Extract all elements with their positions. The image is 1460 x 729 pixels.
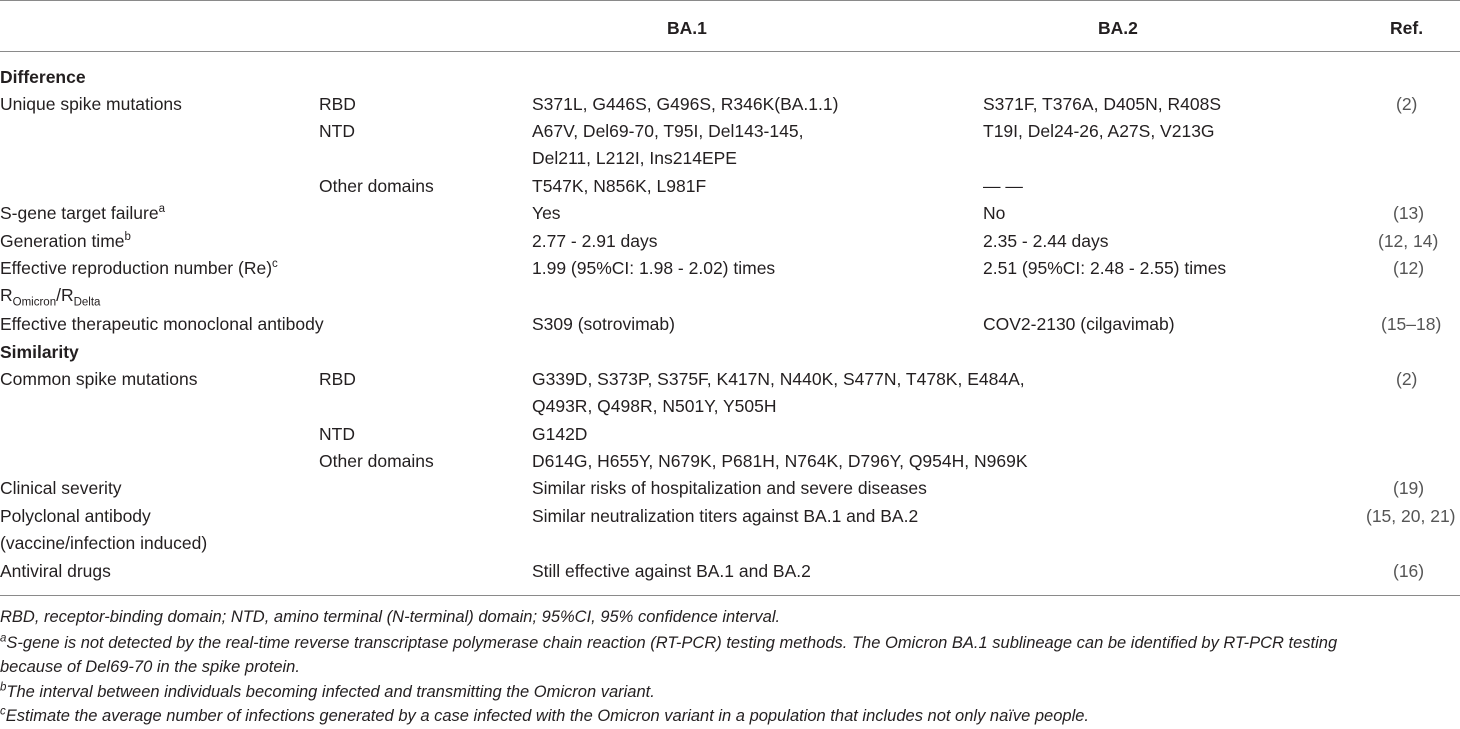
- unique-rbd-ba1: S371L, G446S, G496S, R346K(BA.1.1): [532, 94, 839, 114]
- severity-label: Clinical severity: [0, 478, 122, 498]
- polyclonal-label-line2: (vaccine/infection induced): [0, 533, 208, 553]
- unique-other-domain: Other domains: [319, 176, 434, 196]
- sgtf-ba2: No: [983, 203, 1006, 223]
- header-ba1: BA.1: [667, 18, 707, 38]
- common-rbd-line2: Q493R, Q498R, N501Y, Y505H: [532, 396, 777, 416]
- antiviral-value: Still effective against BA.1 and BA.2: [532, 561, 811, 581]
- gen-time-ref: (12, 14): [1378, 231, 1439, 251]
- re-ba2: 2.51 (95%CI: 2.48 - 2.55) times: [983, 258, 1227, 278]
- unique-spike-label: Unique spike mutations: [0, 94, 182, 114]
- header-ba2: BA.2: [1098, 18, 1138, 38]
- footnote-c: $^c$Estimate the average number of infections generated by a case infected with the Omicron variant in a population that includes not only naïve people.: [0, 705, 1089, 725]
- unique-ntd-ba1-line1: A67V, Del69-70, T95I, Del143-145,: [532, 121, 804, 141]
- sgtf-ref: (13): [1393, 203, 1425, 223]
- footnote-b: $^b$The interval between individuals becoming infected and transmitting the Omicron variant.: [0, 681, 655, 701]
- mab-ba1: S309 (sotrovimab): [532, 314, 675, 334]
- gen-time-ba1: 2.77 - 2.91 days: [532, 231, 658, 251]
- antiviral-label: Antiviral drugs: [0, 561, 111, 581]
- section-difference: Difference: [0, 67, 86, 87]
- severity-ref: (19): [1393, 478, 1425, 498]
- common-other-value: D614G, H655Y, N679K, P681H, N764K, D796Y, Q954H, N969K: [532, 451, 1028, 471]
- section-similarity: Similarity: [0, 342, 79, 362]
- top-rule: [0, 0, 1460, 1]
- polyclonal-label-line1: Polyclonal antibody: [0, 506, 151, 526]
- severity-value: Similar risks of hospitalization and severe diseases: [532, 478, 927, 498]
- sgtf-ba1: Yes: [532, 203, 561, 223]
- common-rbd-domain: RBD: [319, 369, 356, 389]
- mab-label: Effective therapeutic monoclonal antibody: [0, 314, 324, 334]
- re-ratio-label: $R_{Omicron}/R_{Delta}$: [0, 285, 101, 309]
- gen-time-ba2: 2.35 - 2.44 days: [983, 231, 1109, 251]
- header-ref: Ref.: [1390, 18, 1424, 38]
- polyclonal-ref: (15, 20, 21): [1366, 506, 1456, 526]
- header-rule: [0, 51, 1460, 52]
- mab-ba2: COV2-2130 (cilgavimab): [983, 314, 1175, 334]
- re-label: Effective reproduction number $(Re)^c$: [0, 258, 278, 278]
- unique-rbd-ref: (2): [1396, 94, 1418, 114]
- unique-ntd-ba2: T19I, Del24-26, A27S, V213G: [983, 121, 1215, 141]
- common-spike-label: Common spike mutations: [0, 369, 198, 389]
- re-ba1: 1.99 (95%CI: 1.98 - 2.02) times: [532, 258, 776, 278]
- footnote-a: $^a$S-gene is not detected by the real-time reverse transcriptase polymerase chain reaction (RT-PCR) testing methods. The Omicron BA.1 sublineage can be identified by RT-PCR testing: [0, 632, 1338, 652]
- unique-rbd-ba2: S371F, T376A, D405N, R408S: [983, 94, 1222, 114]
- sgtf-label: S-gene target failure$^a$: [0, 203, 165, 223]
- unique-rbd-domain: RBD: [319, 94, 356, 114]
- common-rbd-line1: G339D, S373P, S375F, K417N, N440K, S477N, T478K, E484A,: [532, 369, 1025, 389]
- mab-ref: (15–18): [1381, 314, 1442, 334]
- polyclonal-value: Similar neutralization titers against BA.1 and BA.2: [532, 506, 919, 526]
- common-ntd-domain: NTD: [319, 424, 355, 444]
- unique-ntd-domain: NTD: [319, 121, 355, 141]
- gen-time-label: Generation time$^b$: [0, 231, 131, 251]
- common-ntd-value: G142D: [532, 424, 588, 444]
- common-other-domain: Other domains: [319, 451, 434, 471]
- unique-other-ba1: T547K, N856K, L981F: [532, 176, 707, 196]
- unique-other-ba2: — —: [983, 176, 1023, 196]
- re-ref: (12): [1393, 258, 1425, 278]
- footnote-a-continued: because of Del69-70 in the spike protein.: [0, 658, 300, 676]
- footnote-abbreviations: RBD, receptor-binding domain; NTD, amino terminal (N-terminal) domain; 95%CI, 95% confidence interval.: [0, 608, 781, 626]
- antiviral-ref: (16): [1393, 561, 1425, 581]
- unique-ntd-ba1-line2: Del211, L212I, Ins214EPE: [532, 148, 737, 168]
- common-rbd-ref: (2): [1396, 369, 1418, 389]
- bottom-rule: [0, 595, 1460, 596]
